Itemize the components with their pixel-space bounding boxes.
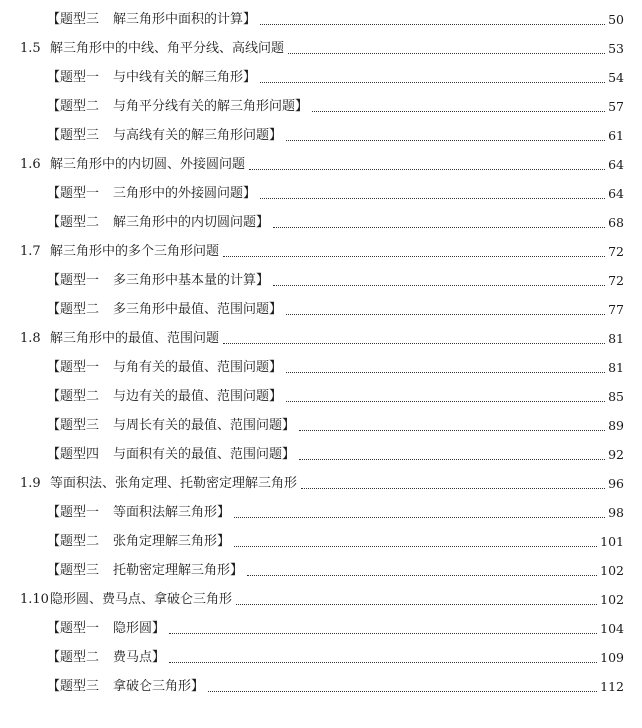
toc-entry[interactable] (47, 617, 624, 637)
section-number: 1.5 (20, 41, 41, 56)
toc-entry[interactable] (47, 530, 624, 550)
toc-entry[interactable] (47, 269, 624, 289)
close-bracket: 】 (256, 273, 270, 288)
close-bracket: 】 (217, 534, 231, 549)
type-title: 张角定理解三角形 (113, 534, 218, 549)
type-title: 三角形中的外接圆问题 (113, 186, 244, 201)
page-number: 72 (608, 244, 624, 259)
type-title: 解三角形中的内切圆问题 (113, 215, 257, 230)
page-number: 64 (608, 186, 624, 201)
dot-leader (169, 632, 597, 634)
dot-leader (299, 458, 605, 460)
close-bracket: 】 (256, 215, 270, 230)
section-title: 解三角形中的最值、范围问题 (50, 331, 220, 346)
type-title: 拿破仑三角形 (113, 679, 192, 694)
dot-leader (301, 487, 605, 489)
open-bracket: 【 (47, 360, 61, 375)
section-number: 1.7 (20, 244, 41, 259)
dot-leader (260, 197, 605, 199)
close-bracket: 】 (282, 447, 296, 462)
dot-leader (286, 400, 605, 402)
close-bracket: 】 (243, 70, 257, 85)
toc-entry[interactable] (47, 66, 624, 86)
close-bracket: 】 (269, 389, 283, 404)
page-number: 92 (608, 447, 624, 462)
dot-leader (273, 284, 605, 286)
dot-leader (288, 52, 605, 54)
type-label: 题型二 (60, 534, 100, 549)
type-label: 题型三 (60, 679, 100, 694)
close-bracket: 】 (243, 12, 257, 27)
section-number: 1.8 (20, 331, 41, 346)
type-title: 与中线有关的解三角形 (113, 70, 244, 85)
open-bracket: 【 (47, 128, 61, 143)
type-title: 托勒密定理解三角形 (113, 563, 231, 578)
type-label: 题型二 (60, 302, 100, 317)
open-bracket: 【 (47, 273, 61, 288)
toc-chapter[interactable] (20, 588, 624, 608)
toc-chapter[interactable] (20, 327, 624, 347)
page-number: 68 (608, 215, 624, 230)
toc-chapter[interactable] (20, 240, 624, 260)
open-bracket: 【 (47, 621, 61, 636)
toc-chapter[interactable] (20, 472, 624, 492)
toc-entry[interactable] (47, 95, 624, 115)
toc-entry[interactable] (47, 385, 624, 405)
type-label: 题型三 (60, 563, 100, 578)
section-title: 解三角形中的中线、角平分线、高线问题 (50, 41, 285, 56)
close-bracket: 】 (269, 360, 283, 375)
toc-entry[interactable] (47, 124, 624, 144)
type-label: 题型一 (60, 273, 100, 288)
type-title: 与角有关的最值、范围问题 (113, 360, 270, 375)
page-number: 54 (608, 70, 624, 85)
section-title: 解三角形中的内切圆、外接圆问题 (50, 157, 246, 172)
page-number: 85 (608, 389, 624, 404)
dot-leader (223, 342, 605, 344)
dot-leader (299, 429, 605, 431)
toc-entry[interactable] (47, 8, 624, 28)
page-number: 81 (608, 331, 624, 346)
dot-leader (260, 81, 605, 83)
dot-leader (273, 226, 605, 228)
type-label: 题型三 (60, 128, 100, 143)
dot-leader (312, 110, 605, 112)
page-number: 57 (608, 99, 624, 114)
type-label: 题型三 (60, 418, 100, 433)
dot-leader (234, 516, 605, 518)
page-number: 50 (608, 12, 624, 27)
open-bracket: 【 (47, 99, 61, 114)
page-number: 98 (608, 505, 624, 520)
type-label: 题型一 (60, 621, 100, 636)
type-title: 多三角形中基本量的计算 (113, 273, 257, 288)
type-title: 费马点 (113, 650, 153, 665)
page-number: 53 (608, 41, 624, 56)
type-label: 题型二 (60, 389, 100, 404)
section-title: 隐形圆、费马点、拿破仑三角形 (50, 592, 233, 607)
type-title: 与角平分线有关的解三角形问题 (113, 99, 296, 114)
open-bracket: 【 (47, 70, 61, 85)
type-label: 题型一 (60, 360, 100, 375)
open-bracket: 【 (47, 215, 61, 230)
close-bracket: 】 (217, 505, 231, 520)
dot-leader (286, 313, 605, 315)
dot-leader (286, 139, 605, 141)
open-bracket: 【 (47, 186, 61, 201)
page-number: 101 (600, 534, 624, 549)
type-title: 与高线有关的解三角形问题 (113, 128, 270, 143)
close-bracket: 】 (282, 418, 296, 433)
type-label: 题型一 (60, 186, 100, 201)
page-number: 61 (608, 128, 624, 143)
toc-entry[interactable] (47, 501, 624, 521)
close-bracket: 】 (269, 302, 283, 317)
toc-entry[interactable] (47, 559, 624, 579)
toc-entry[interactable] (47, 675, 624, 695)
close-bracket: 】 (230, 563, 244, 578)
page-number: 96 (608, 476, 624, 491)
open-bracket: 【 (47, 505, 61, 520)
page-number: 102 (600, 592, 624, 607)
dot-leader (208, 690, 597, 692)
toc-entry[interactable] (47, 443, 624, 463)
page-number: 102 (600, 563, 624, 578)
type-title: 与面积有关的最值、范围问题 (113, 447, 283, 462)
section-number: 1.9 (20, 476, 41, 491)
type-label: 题型四 (60, 447, 100, 462)
open-bracket: 【 (47, 447, 61, 462)
toc-entry[interactable] (47, 211, 624, 231)
page-number: 77 (608, 302, 624, 317)
open-bracket: 【 (47, 12, 61, 27)
type-label: 题型二 (60, 650, 100, 665)
page-number: 81 (608, 360, 624, 375)
close-bracket: 】 (269, 128, 283, 143)
toc-entry[interactable] (47, 414, 624, 434)
close-bracket: 】 (191, 679, 205, 694)
page-number: 104 (600, 621, 624, 636)
type-label: 题型一 (60, 505, 100, 520)
toc-entry[interactable] (47, 182, 624, 202)
toc-entry[interactable] (47, 646, 624, 666)
toc-chapter[interactable] (20, 37, 624, 57)
toc-chapter[interactable] (20, 153, 624, 173)
open-bracket: 【 (47, 534, 61, 549)
dot-leader (260, 23, 605, 25)
page-number: 89 (608, 418, 624, 433)
type-title: 等面积法解三角形 (113, 505, 218, 520)
open-bracket: 【 (47, 650, 61, 665)
type-title: 与周长有关的最值、范围问题 (113, 418, 283, 433)
page-number: 72 (608, 273, 624, 288)
close-bracket: 】 (152, 650, 166, 665)
toc-entry[interactable] (47, 356, 624, 376)
type-label: 题型三 (60, 12, 100, 27)
close-bracket: 】 (152, 621, 166, 636)
page-number: 112 (600, 679, 624, 694)
open-bracket: 【 (47, 679, 61, 694)
toc-entry[interactable] (47, 298, 624, 318)
dot-leader (234, 545, 597, 547)
type-label: 题型二 (60, 215, 100, 230)
section-number: 1.6 (20, 157, 41, 172)
open-bracket: 【 (47, 418, 61, 433)
open-bracket: 【 (47, 563, 61, 578)
page-number: 109 (600, 650, 624, 665)
type-title: 多三角形中最值、范围问题 (113, 302, 270, 317)
section-number: 1.10 (20, 592, 49, 607)
dot-leader (286, 371, 605, 373)
type-label: 题型二 (60, 99, 100, 114)
section-title: 等面积法、张角定理、托勒密定理解三角形 (50, 476, 298, 491)
type-title: 隐形圆 (113, 621, 153, 636)
dot-leader (223, 255, 605, 257)
open-bracket: 【 (47, 302, 61, 317)
close-bracket: 】 (295, 99, 309, 114)
page-number: 64 (608, 157, 624, 172)
open-bracket: 【 (47, 389, 61, 404)
type-label: 题型一 (60, 70, 100, 85)
section-title: 解三角形中的多个三角形问题 (50, 244, 220, 259)
dot-leader (236, 603, 597, 605)
type-title: 解三角形中面积的计算 (113, 12, 244, 27)
dot-leader (169, 661, 597, 663)
close-bracket: 】 (243, 186, 257, 201)
dot-leader (249, 168, 605, 170)
type-title: 与边有关的最值、范围问题 (113, 389, 270, 404)
dot-leader (247, 574, 597, 576)
